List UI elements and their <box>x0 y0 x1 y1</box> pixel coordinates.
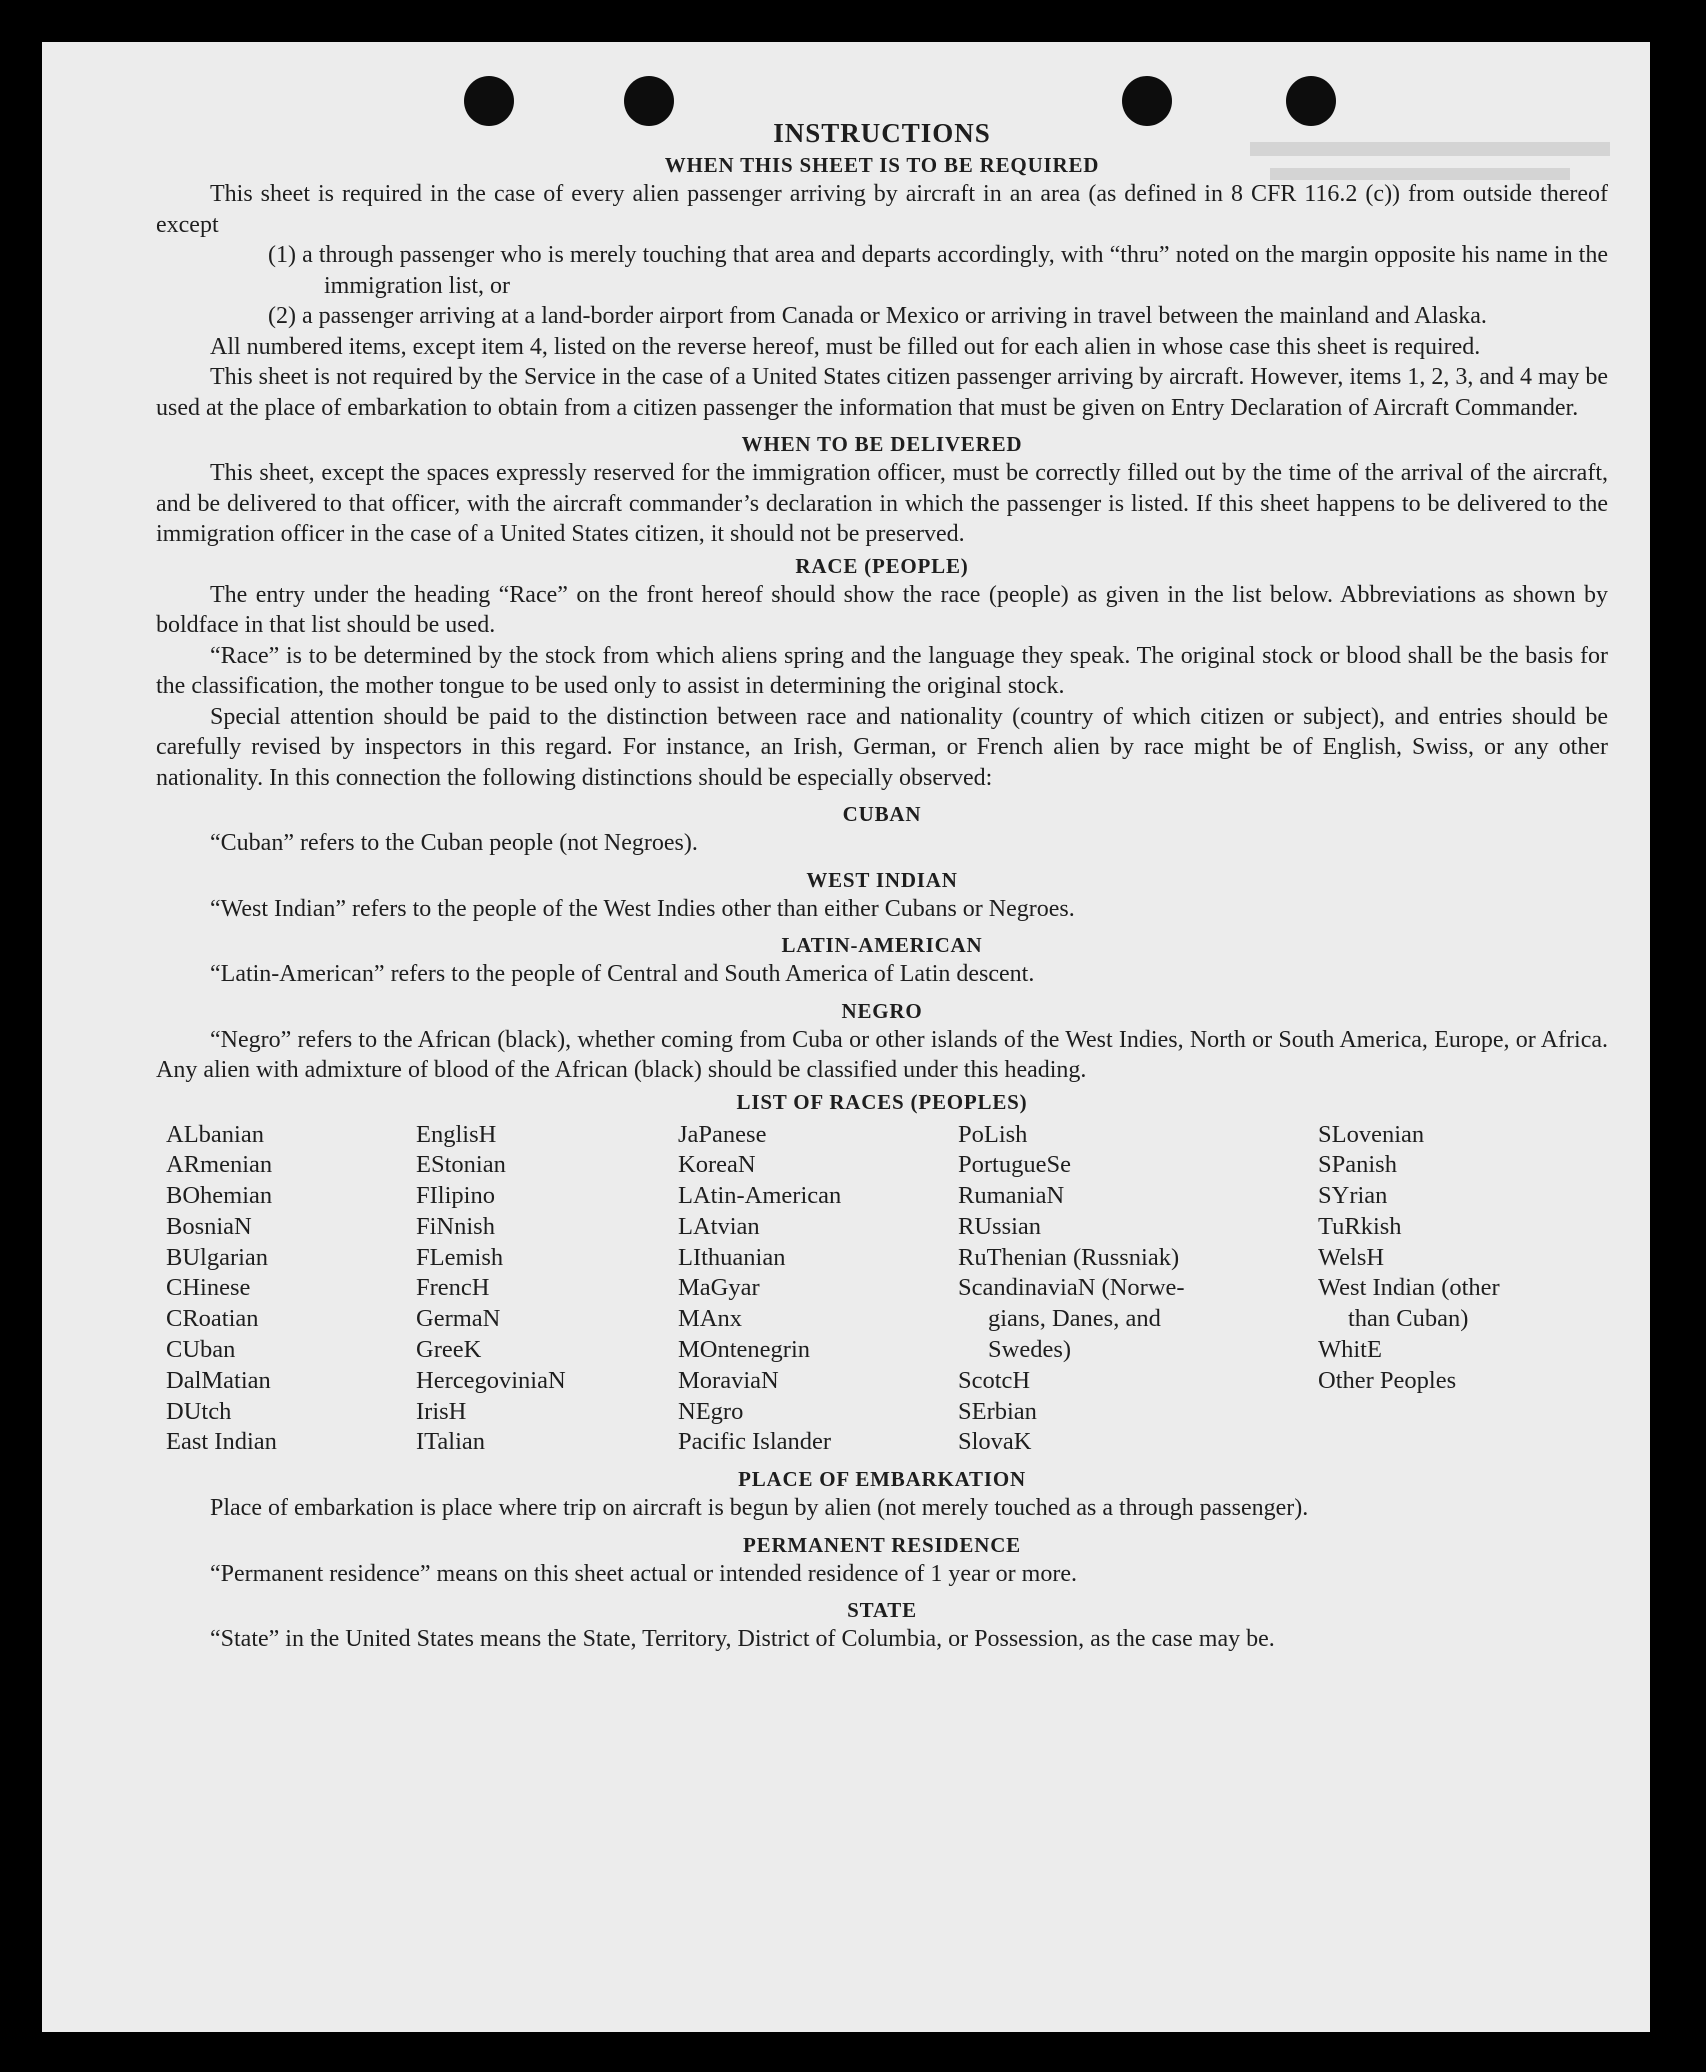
race-entry: WelsH <box>1318 1243 1385 1271</box>
race-entry: MAnx <box>678 1305 742 1333</box>
section-heading-cuban: CUBAN <box>842 802 922 826</box>
race-column <box>156 1120 416 1459</box>
paragraph: “Latin-American” refers to the people of Central and South America of Latin descent. <box>210 961 1035 987</box>
race-entry: DUtch <box>166 1397 232 1425</box>
paragraph: “Permanent residence” means on this sheet actual or intended residence of 1 year or more. <box>210 1560 1077 1587</box>
section-heading-latin-american: LATIN-AMERICAN <box>781 933 983 957</box>
section-heading-delivered: WHEN TO BE DELIVERED <box>741 432 1023 456</box>
race-column <box>1318 1120 1608 1459</box>
race-entry: DalMatian <box>166 1366 271 1394</box>
document-page <box>42 42 1650 2032</box>
race-entry: SErbian <box>958 1397 1037 1425</box>
race-entry: East Indian <box>166 1428 277 1456</box>
paragraph: This sheet is required in the case of every alien passenger arriving by aircraft in an area (as defined in 8 CFR 116.2 (c)) from outside thereof except <box>156 181 1608 238</box>
race-entry: RuThenian (Russniak) <box>958 1243 1180 1271</box>
instructions-content <box>156 117 1608 1655</box>
race-entry: IrisH <box>416 1397 467 1425</box>
section-heading-state: STATE <box>847 1598 917 1623</box>
race-entry: SLovenian <box>1318 1120 1425 1148</box>
race-entry: CHinese <box>166 1274 251 1302</box>
race-entry: Pacific Islander <box>678 1428 832 1456</box>
race-entry: ARmenian <box>166 1151 273 1179</box>
paragraph: “Race” is to be determined by the stock from which aliens spring and the language they speak. The original stock or blood shall be the basis for the classification, the mother tongue to be used only to assist in determining the original stock. <box>156 642 1608 699</box>
race-entry: ScandinaviaN (Norwe- <box>958 1274 1185 1302</box>
paragraph: This sheet, except the spaces expressly reserved for the immigration officer, must be correctly filled out by the time of the arrival of the aircraft, and be delivered to that officer, with the aircraft commander’s declaration in which the passenger is listed. If this sheet happens to be delivered to the immigration officer in the case of a United States citizen, it should not be preserved. <box>156 460 1608 547</box>
paragraph: Special attention should be paid to the distinction between race and nationality (country of which citizen or subject), and entries should be carefully revised by inspectors in this regard. For instance, an Irish, German, or French alien by race might be of English, Swiss, or any other nationality. In this connection the following distinctions should be especially observed: <box>156 703 1608 791</box>
race-entry: FiNnish <box>416 1212 495 1240</box>
paragraph: The entry under the heading “Race” on the front hereof should show the race (people) as given in the list below. Abbreviations as shown by boldface in that list should be used. <box>156 581 1608 638</box>
section-heading-list-of-races: LIST OF RACES (PEOPLES) <box>736 1089 1028 1114</box>
race-entry: PortugueSe <box>958 1151 1071 1179</box>
race-entry: ALbanian <box>166 1120 264 1148</box>
paragraph: All numbered items, except item 4, listed on the reverse hereof, must be filled out for each alien in whose case this sheet is required. <box>210 333 1481 360</box>
race-entry: Other Peoples <box>1318 1366 1457 1394</box>
race-entry: LAtvian <box>678 1212 760 1240</box>
race-entry: SlovaK <box>958 1428 1032 1456</box>
section-heading-race: RACE (PEOPLE) <box>795 553 969 578</box>
section-heading-west-indian: WEST INDIAN <box>806 867 958 892</box>
race-entry: MoraviaN <box>678 1366 779 1394</box>
race-entry: GreeK <box>416 1336 482 1364</box>
section-heading-negro: NEGRO <box>841 998 923 1023</box>
race-entry: ScotcH <box>958 1366 1031 1394</box>
race-entry: GermaN <box>416 1305 501 1333</box>
race-entry: NEgro <box>678 1397 744 1425</box>
race-entry: FrencH <box>416 1274 490 1302</box>
paragraph: “Cuban” refers to the Cuban people (not Negroes). <box>210 830 698 856</box>
section-heading-required: WHEN THIS SHEET IS TO BE REQUIRED <box>664 153 1100 177</box>
race-entry: PoLish <box>958 1120 1028 1148</box>
race-entry: EStonian <box>416 1151 506 1179</box>
race-entry: HercegoviniaN <box>416 1366 566 1394</box>
paragraph: “Negro” refers to the African (black), whether coming from Cuba or other islands of the West Indies, North or South America, Europe, or Africa. Any alien with admixture of blood of the African (black) should be classified under this heading. <box>156 1026 1608 1083</box>
page-title: INSTRUCTIONS <box>773 118 991 148</box>
race-entry: LAtin-American <box>678 1182 842 1210</box>
race-entry: KoreaN <box>678 1151 756 1179</box>
race-entry: MaGyar <box>678 1274 760 1302</box>
race-entry: TuRkish <box>1318 1212 1402 1240</box>
paragraph: “West Indian” refers to the people of the West Indies other than either Cubans or Negroes. <box>210 895 1075 922</box>
race-column <box>958 1120 1318 1459</box>
race-entry: ITalian <box>416 1428 486 1456</box>
race-entry: Swedes) <box>988 1336 1072 1364</box>
race-entry: than Cuban) <box>1348 1305 1469 1333</box>
race-entry: JaPanese <box>678 1120 767 1148</box>
race-entry: CRoatian <box>166 1305 259 1333</box>
section-heading-residence: PERMANENT RESIDENCE <box>743 1532 1021 1557</box>
race-entry: BUlgarian <box>166 1243 269 1271</box>
race-entry: gians, Danes, and <box>988 1305 1161 1333</box>
race-entry: CUban <box>166 1336 236 1364</box>
race-entry: WhitE <box>1318 1336 1382 1364</box>
race-entry: SPanish <box>1318 1151 1397 1179</box>
race-entry: LIthuanian <box>678 1243 786 1271</box>
paragraph: This sheet is not required by the Service in the case of a United States citizen passenger arriving by aircraft. However, items 1, 2, 3, and 4 may be used at the place of embarkation to obtain from a citizen passenger the information that must be given on Entry Declaration of Aircraft Commander. <box>156 364 1608 421</box>
paragraph: Place of embarkation is place where trip on aircraft is begun by alien (not merely touched as a through passenger). <box>210 1495 1309 1522</box>
race-entry: RUssian <box>958 1212 1042 1240</box>
race-column <box>416 1120 678 1459</box>
race-entry: MOntenegrin <box>678 1336 810 1364</box>
race-entry: SYrian <box>1318 1182 1388 1210</box>
paragraph: “State” in the United States means the State, Territory, District of Columbia, or Possession, as the case may be. <box>210 1626 1275 1653</box>
section-heading-embarkation: PLACE OF EMBARKATION <box>738 1467 1026 1492</box>
race-entry: BosniaN <box>166 1212 252 1240</box>
numbered-item: (1) a through passenger who is merely touching that area and departs accordingly, with “thru” noted on the margin opposite his name in the immigration list, or <box>268 242 1608 299</box>
race-entry: BOhemian <box>166 1182 273 1210</box>
numbered-item: (2) a passenger arriving at a land-border airport from Canada or Mexico or arriving in travel between the mainland and Alaska. <box>268 303 1487 329</box>
race-entry: FLemish <box>416 1243 504 1271</box>
race-list <box>156 1120 1608 1459</box>
race-entry: EnglisH <box>416 1120 497 1148</box>
race-entry: RumaniaN <box>958 1182 1065 1210</box>
race-entry: FIlipino <box>416 1182 495 1210</box>
race-entry: West Indian (other <box>1318 1274 1500 1302</box>
race-column <box>678 1120 958 1459</box>
